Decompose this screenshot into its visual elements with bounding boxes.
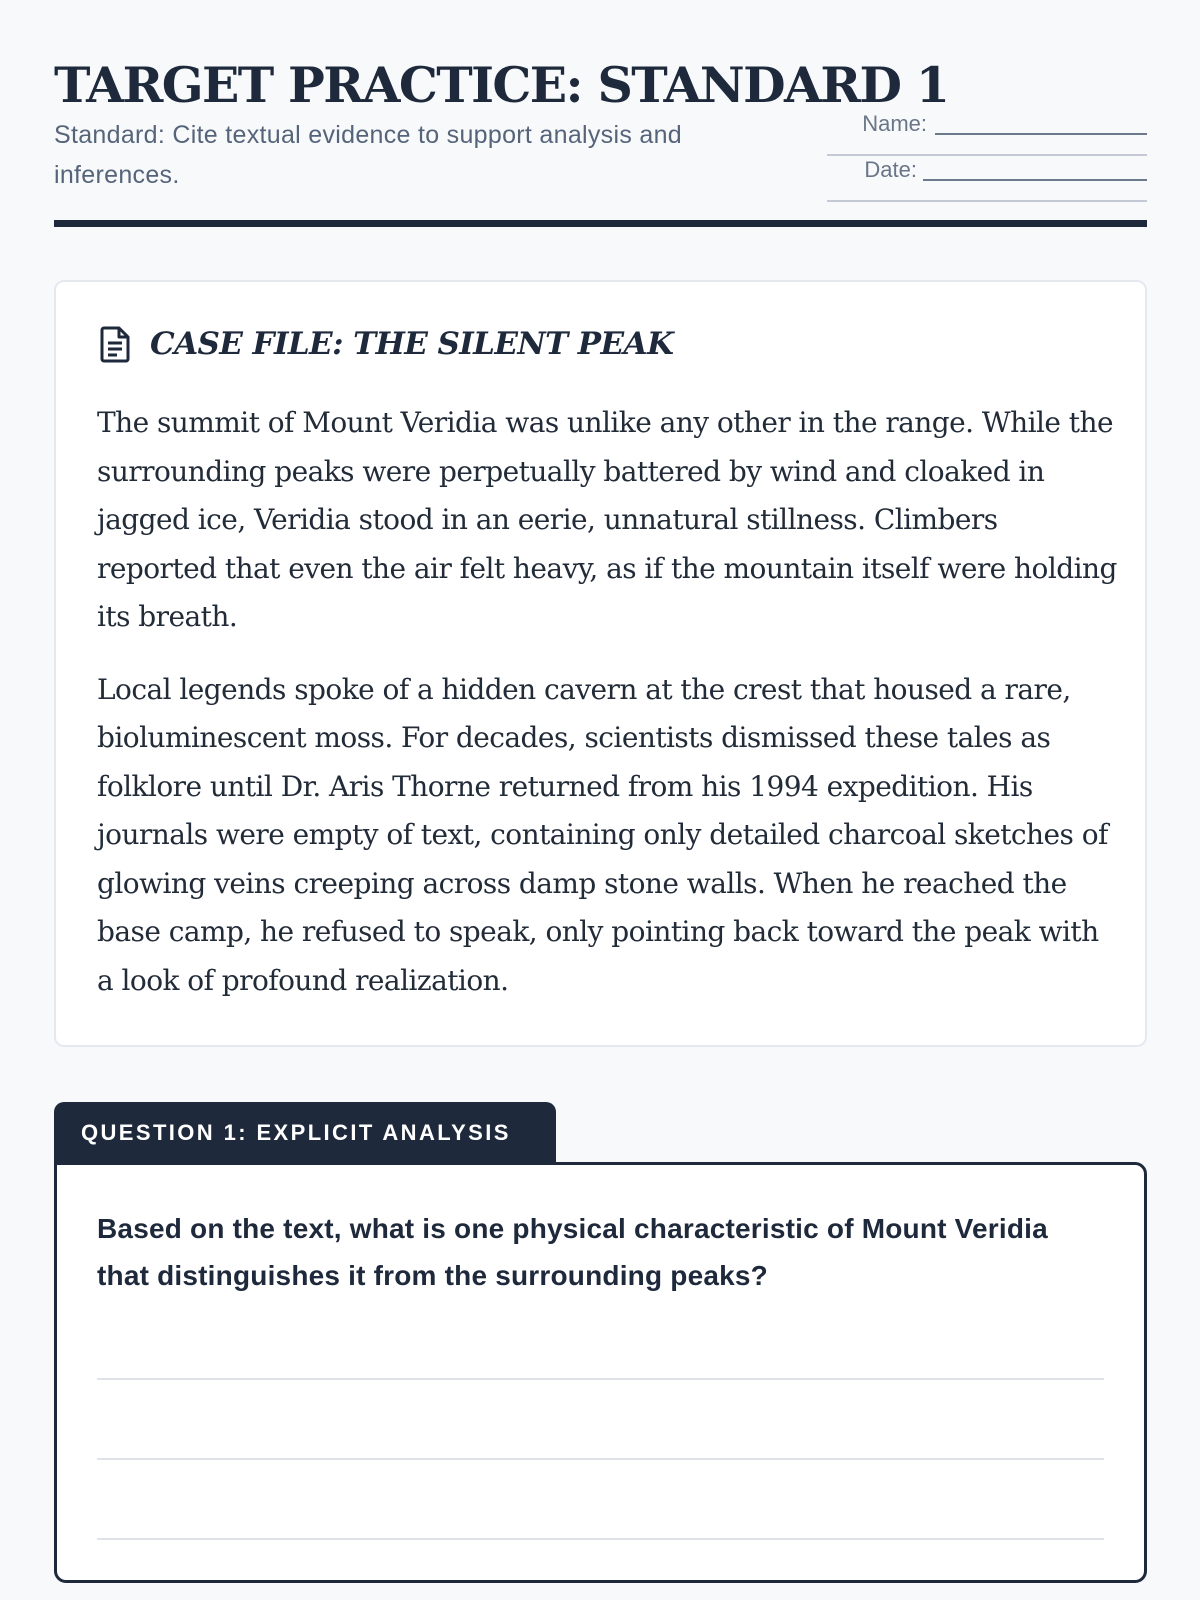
standard-description: Standard: Cite textual evidence to support analysis and inferences.	[54, 121, 682, 189]
passage-paragraph: The summit of Mount Veridia was unlike any other in the range. While the surrounding peaks were perpetually battered by wind and cloaked in jagged ice, Veridia stood in an eerie, unnatural stillness. Climbers reported that even the air felt heavy, as if the mountain itself were holding its breath.	[97, 406, 1117, 633]
date-field[interactable]	[827, 156, 1147, 202]
date-label: Date:	[864, 157, 917, 182]
reading-passage	[97, 399, 1117, 1005]
document-icon	[97, 324, 133, 364]
page-title: TARGET PRACTICE: STANDARD 1	[54, 56, 949, 114]
case-file-heading	[97, 324, 673, 364]
answer-line[interactable]	[97, 1378, 1104, 1380]
header-divider	[54, 220, 1147, 227]
worksheet-header	[54, 56, 1147, 228]
answer-line[interactable]	[97, 1458, 1104, 1460]
case-file-card	[54, 280, 1147, 1047]
passage-paragraph: Local legends spoke of a hidden cavern at the crest that housed a rare, bioluminescent moss. For decades, scientists dismissed these tales as folklore until Dr. Aris Thorne returned from his 1994 expedition. His journals were empty of text, containing only detailed charcoal sketches of glowing veins creeping across damp stone walls. When he reached the base camp, he refused to speak, only pointing back toward the peak with a look of profound realization.	[97, 672, 1108, 997]
question-prompt: Based on the text, what is one physical characteristic of Mount Veridia that distinguishes it from the surrounding peaks?	[97, 1213, 1048, 1291]
case-file-title: CASE FILE: THE SILENT PEAK	[150, 326, 674, 362]
date-blank-line[interactable]	[923, 179, 1147, 181]
answer-line[interactable]	[97, 1538, 1104, 1540]
student-info-fields	[827, 110, 1147, 202]
name-field[interactable]	[827, 110, 1147, 156]
name-blank-line[interactable]	[935, 133, 1147, 135]
question-box	[54, 1162, 1147, 1583]
question-tab: QUESTION 1: EXPLICIT ANALYSIS	[54, 1102, 556, 1164]
name-label: Name:	[862, 111, 927, 136]
